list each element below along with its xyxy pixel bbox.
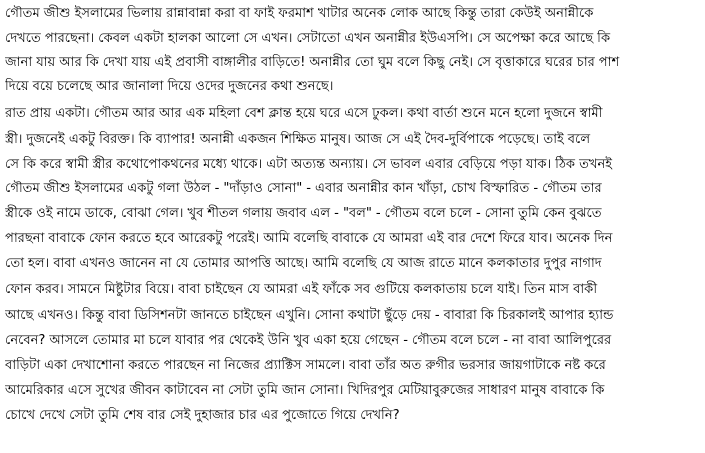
text-line-2: দেখতে পারছেনা। কেবল একটা হালকা আলো সে এখন। সেটাতো এখন অনান্নীর ইউএসপি। সে অপেক্ষা করে আছে কি xyxy=(5,31,611,46)
text-line-14: নেবেন? আসলে তোমার মা চলে যাবার পর থেকেই উনি খুব একা হয়ে গেছেন - গৌতম বলে চলে - না বাবা আলিপুরের xyxy=(5,333,612,348)
text-line-3: জানা যায় আর কি দেখা যায় এই প্রবাসী বাঙ্গালীর বাড়িতে! অনান্নীর তো ঘুম বলে কিছু নেই। সে বৃত্তাকারে ঘরের চার পাশ xyxy=(5,55,620,70)
text-line-11: তো হল। বাবা এখনও জানেন না যে তোমার আপত্তি আছে। আমি বলেছি যে আজ রাতে মানে কলকাতার দুপুর নাগাদ xyxy=(5,256,602,271)
text-line-5: রাত প্রায় একটা। গৌতম আর আর এক মহিলা বেশ ক্লান্ত হয়ে ঘরে এসে ঢুকল। কথা বার্তা শুনে মনে হলো দুজনে স্বামী xyxy=(5,106,603,121)
text-line-1: গৌতম জীশু ইসলামের ভিলায় রান্নাবান্না করা বা ফাই ফরমাশ খাটার অনেক লোক আছে কিন্তু তারা কেউই অনান্নীকে xyxy=(5,6,594,21)
text-line-8: গৌতম জীশু ইসলামের একটু গলা উঠল - "দাঁড়াও সোনা" - এবার অনান্নীর কান খাঁড়া, চোখ বিস্ফারিত - গৌতম তার xyxy=(5,181,602,196)
text-line-9: স্ত্রীকে ওই নামে ডাকে, বোঝা গেল। খুব শীতল গলায় জবাব এল - "বল" - গৌতম বলে চলে - সোনা তুমি কেন বুঝতে xyxy=(5,206,602,221)
text-line-15: বাড়িটা একা দেখাশোনা করতে পারছেন না নিজের প্র্যাক্টিস সামলে। বাবা তাঁর অত রুগীর ভরসার জায়গাটাকে নষ্ট করে xyxy=(5,358,606,373)
text-line-10: পারছনা বাবাকে ফোন করতে হবে আরেকটু পরেই। আমি বলেছি বাবাকে যে আমরা এই বার দেশে ফিরে যাব। অনেক দিন xyxy=(5,231,613,246)
text-line-17: চোখে দেখে সেটা তুমি শেষ বার সেই দুহাজার চার এর পুজোতে গিয়ে দেখনি? xyxy=(5,408,400,423)
text-line-16: আমেরিকার এসে সুখের জীবন কাটাবেন না সেটা তুমি জান সোনা। খিদিরপুর মেটিয়াবুরুজের সাধারণ মানুষ বাবাকে কি xyxy=(5,383,605,398)
text-line-4: দিয়ে বয়ে চলেছে আর জানালা দিয়ে ওদের দুজনের কথা শুনছে। xyxy=(5,79,334,94)
text-line-7: সে কি করে স্বামী স্ত্রীর কথোপোকথনের মধ্যে থাকে। এটা অত্যন্ত অন্যায়। সে ভাবল এবার বেড়িয়ে পড়া যাক। ঠিক তখনই xyxy=(5,157,612,172)
text-line-6: স্ত্রী। দুজনেই একটু বিরক্ত। কি ব্যাপার! অনান্নী একজন শিক্ষিত মানুষ। আজ সে এই দৈব-দুর্বিপাকে পড়েছে। তাই বলে xyxy=(5,132,591,147)
text-line-13: আছে এখনও। কিন্তু বাবা ডিসিশনটা জানতে চাইছেন এখুনি। সোনা কথাটা ছুঁড়ে দেয় - বাবারা কি চিরকালই আপার হ্যান্ড xyxy=(5,308,614,323)
text-line-12: ফোন করব। সামনে মিষ্টুটার বিয়ে। বাবা চাইছেন যে আমরা এই ফাঁকে সব গুটিয়ে কলকাতায় চলে যাই। তিন মাস বাকী xyxy=(5,282,598,297)
